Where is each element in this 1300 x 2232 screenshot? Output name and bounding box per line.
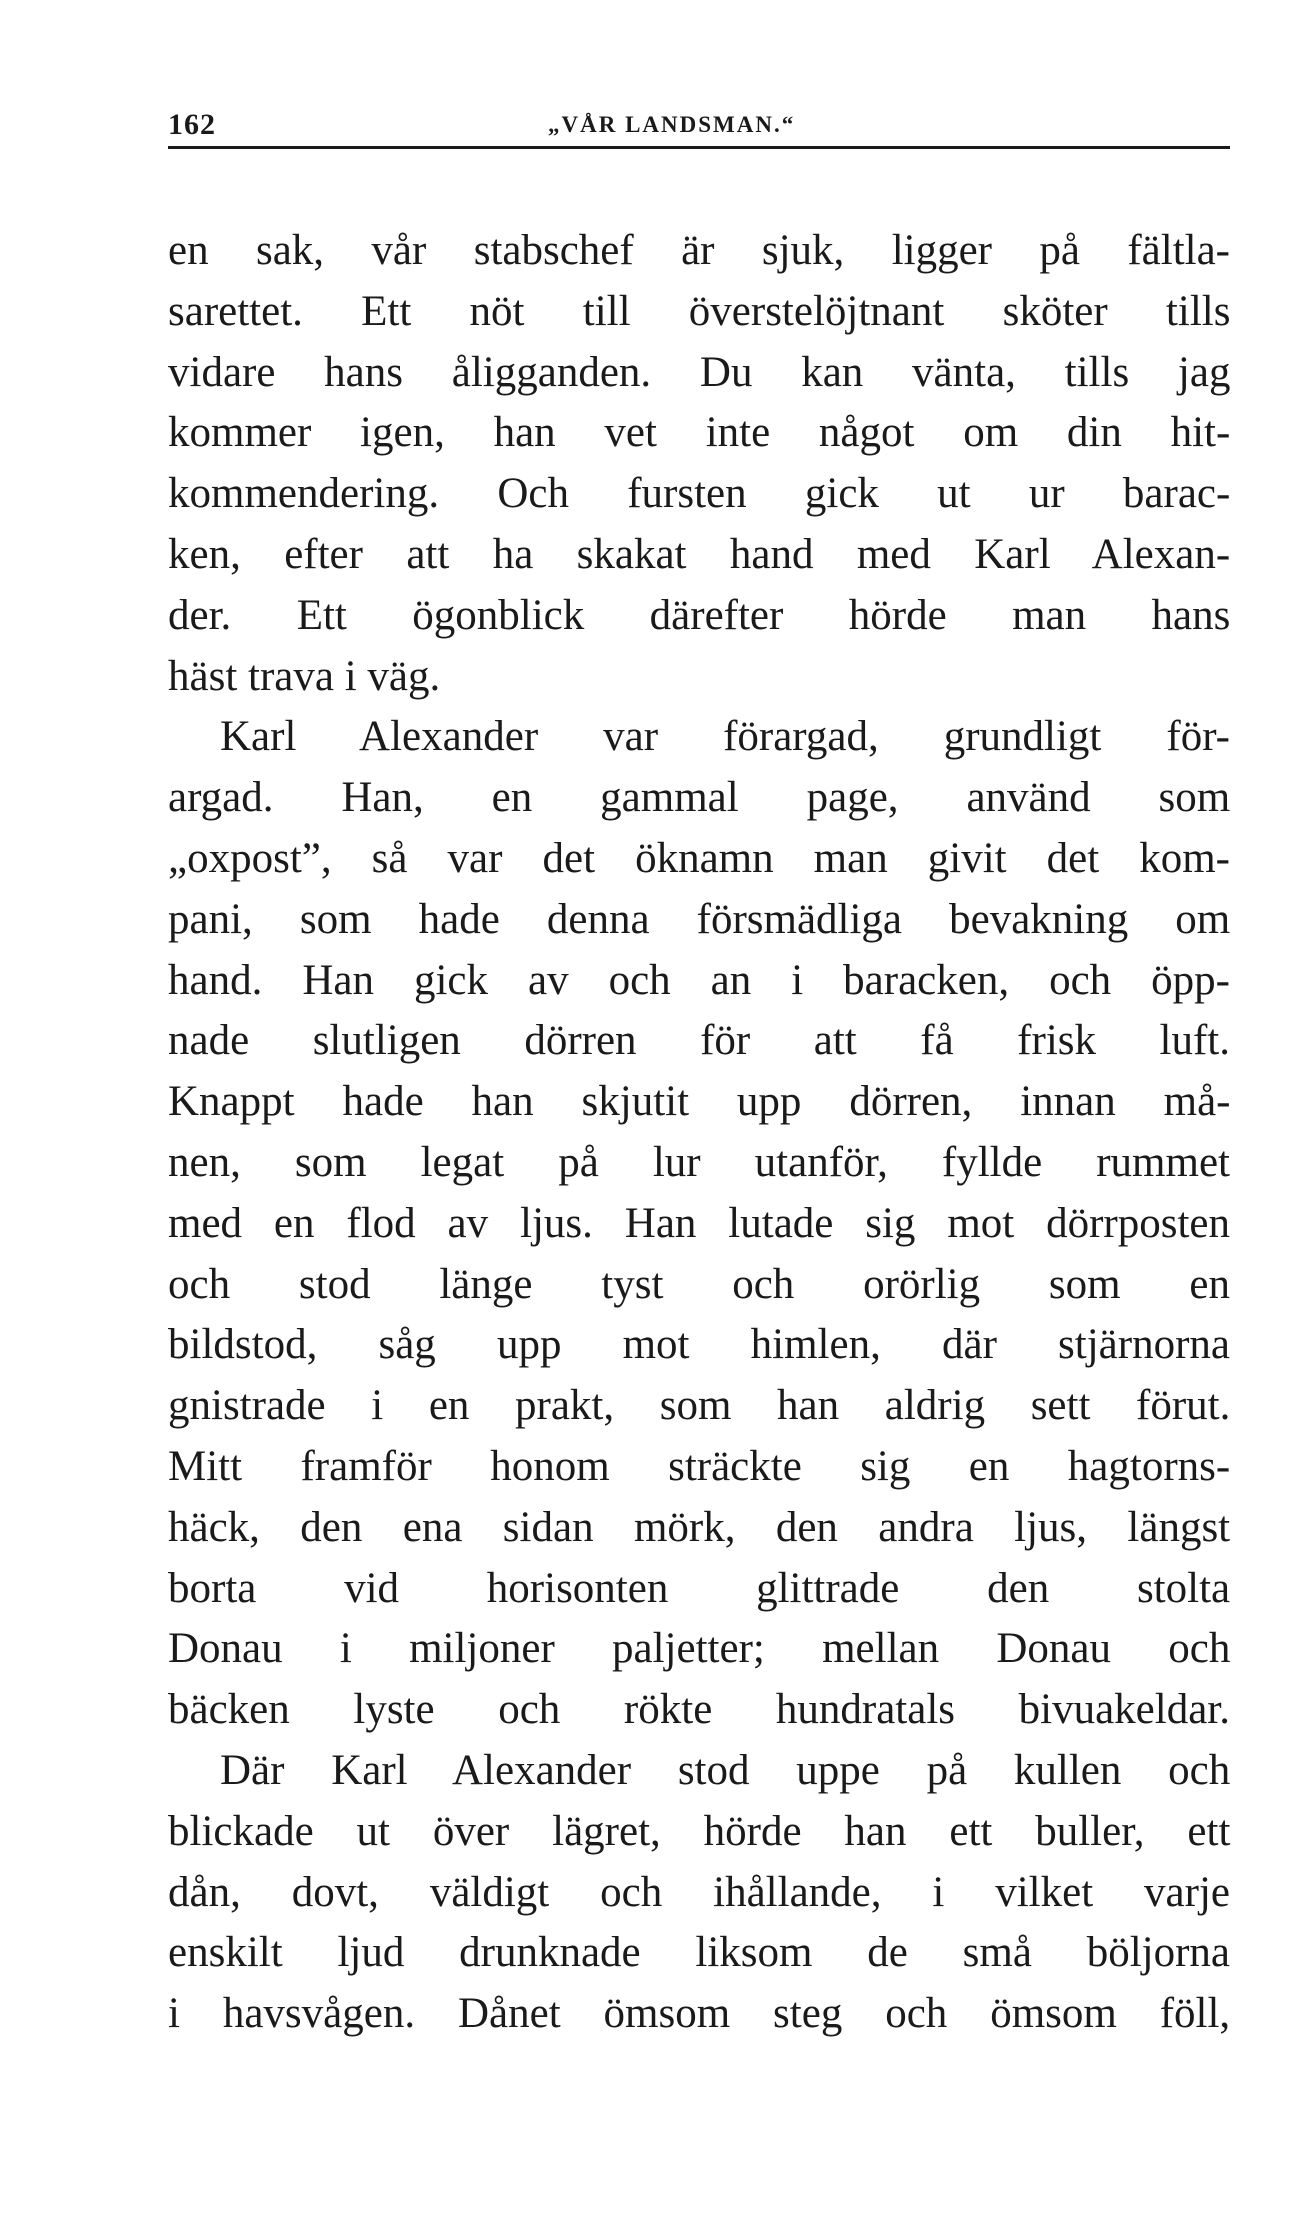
paragraph-2 [168, 707, 1230, 1741]
text-line: med en flod av ljus. Han lutade sig mot dörrposten [168, 1199, 1230, 1247]
text-line: vidare hans åligganden. Du kan vänta, tills jag [168, 348, 1231, 396]
text-line: nen, som legat på lur utanför, fyllde rummet [168, 1138, 1230, 1186]
text-line: sarettet. Ett nöt till överstelöjtnant sköter tills [168, 287, 1231, 335]
text-line: der. Ett ögonblick därefter hörde man hans [168, 591, 1231, 639]
text-line: Knappt hade han skjutit upp dörren, innan må- [168, 1078, 1231, 1126]
paragraph-3 [168, 1741, 1230, 2045]
text-line: kommer igen, han vet inte något om din hit- [168, 409, 1231, 457]
text-line: Mitt framför honom sträckte sig en hagtorns- [168, 1442, 1231, 1490]
page-header [168, 100, 1230, 149]
text-line: blickade ut över lägret, hörde han ett buller, ett [168, 1807, 1231, 1855]
text-line: i havsvågen. Dånet ömsom steg och ömsom föll, [168, 1990, 1231, 2038]
text-line: „oxpost”, så var det öknamn man givit det kom- [168, 834, 1230, 882]
text-line: och stod länge tyst och orörlig som en [168, 1260, 1230, 1308]
text-line: kommendering. Och fursten gick ut ur barac- [168, 470, 1231, 518]
book-page [168, 100, 1230, 2045]
text-line: bäcken lyste och rökte hundratals bivuakeldar. [168, 1686, 1230, 1734]
text-line: Karl Alexander var förargad, grundligt för- [220, 713, 1230, 761]
page-number: 162 [168, 108, 216, 141]
body-text [168, 221, 1230, 2045]
text-line: bildstod, såg upp mot himlen, där stjärnorna [168, 1321, 1230, 1369]
text-line: ken, efter att ha skakat hand med Karl Alexan- [168, 530, 1231, 578]
paragraph-1 [168, 221, 1230, 707]
text-line: dån, dovt, väldigt och ihållande, i vilket varje [168, 1868, 1230, 1916]
text-line: gnistrade i en prakt, som han aldrig sett förut. [168, 1382, 1231, 1430]
text-line: Där Karl Alexander stod uppe på kullen och [220, 1746, 1231, 1794]
text-line: pani, som hade denna försmädliga bevakning om [168, 895, 1231, 943]
text-line: enskilt ljud drunknade liksom de små böljorna [168, 1929, 1230, 1977]
text-line: en sak, vår stabschef är sjuk, ligger på fältla- [168, 227, 1230, 274]
text-line: borta vid horisonten glittrade den stolta [168, 1564, 1231, 1612]
text-line: hand. Han gick av och an i baracken, och öpp- [168, 956, 1230, 1004]
text-line: nade slutligen dörren för att få frisk luft. [168, 1017, 1230, 1065]
text-line: häck, den ena sidan mörk, den andra ljus, längst [168, 1503, 1231, 1551]
text-line: argad. Han, en gammal page, använd som [168, 774, 1231, 822]
running-title: „VÅR LANDSMAN.“ [548, 112, 796, 137]
text-line: Donau i miljoner paljetter; mellan Donau och [168, 1625, 1231, 1673]
text-line: häst trava i väg. [168, 652, 441, 700]
